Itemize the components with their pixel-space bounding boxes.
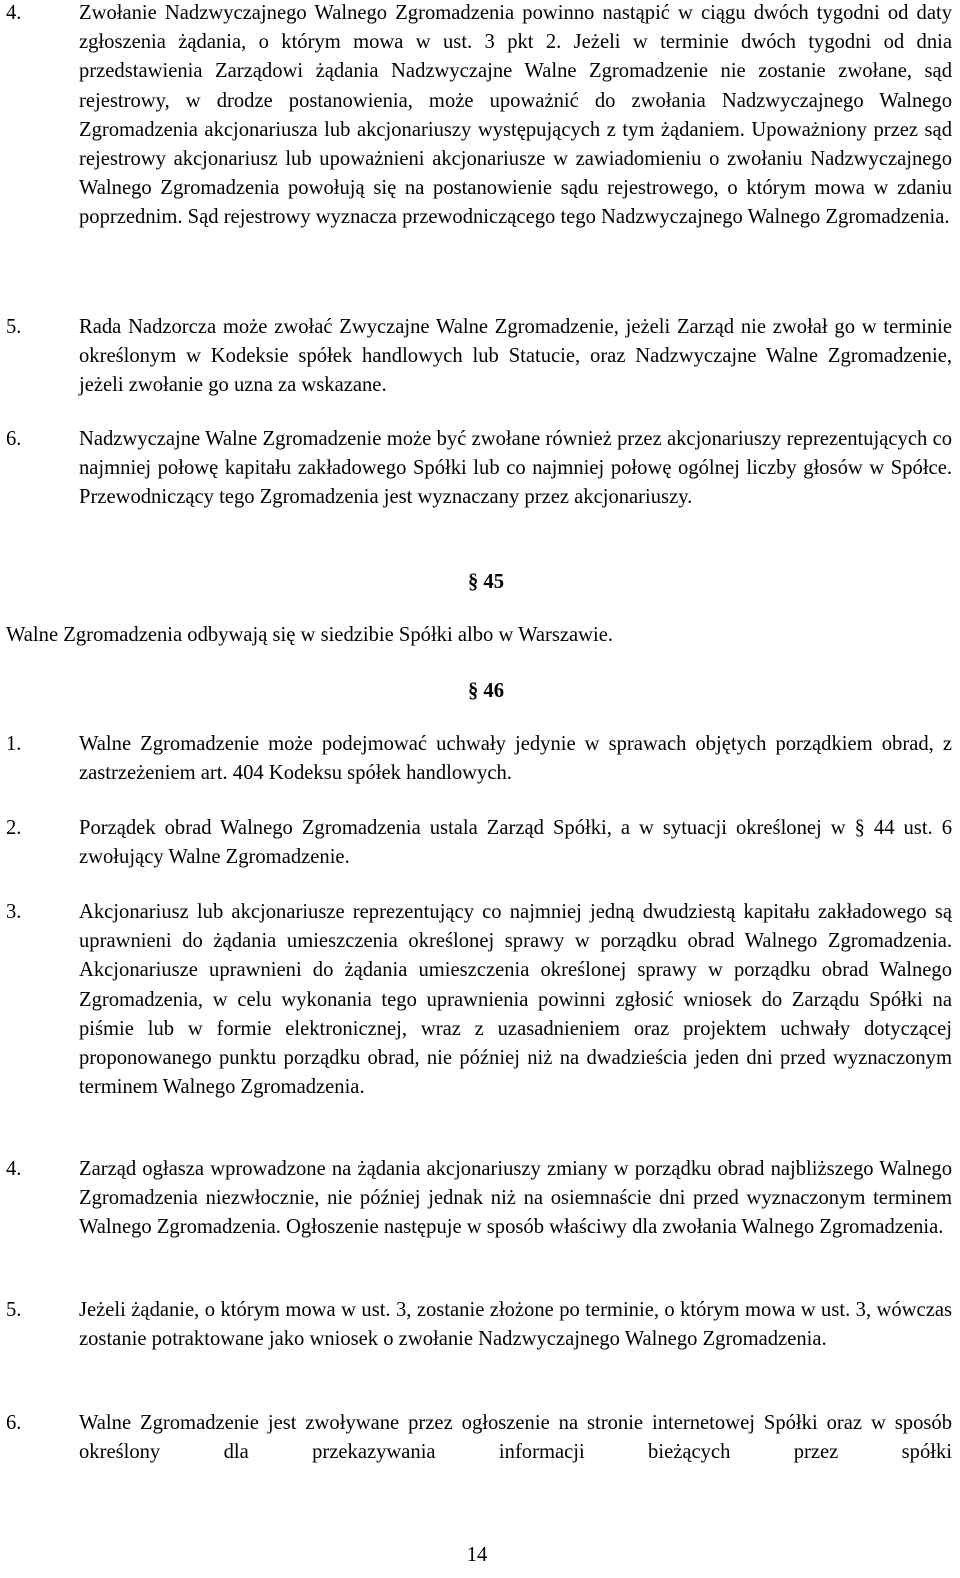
item-text: Walne Zgromadzenie może podejmować uchwały jedynie w sprawach objętych porządkiem obrad, z zastrzeżeniem art. 404 Kodeksu spółek handlowych. (79, 733, 952, 785)
page-number: 14 (466, 1544, 488, 1566)
item-number: 5. (6, 1299, 22, 1321)
paragraph-item-3 (6, 898, 952, 1102)
section-heading-46: § 46 (467, 680, 505, 702)
item-number: 1. (6, 733, 22, 755)
paragraph-item-1 (6, 730, 952, 788)
paragraph-item-5b (6, 1296, 952, 1354)
paragraph-item-2 (6, 814, 952, 872)
item-text: Rada Nadzorcza może zwołać Zwyczajne Walne Zgromadzenie, jeżeli Zarząd nie zwołał go w terminie określonym w Kodeksie spółek handlowych lub Statucie, oraz Nadzwyczajne Walne Zgromadzenie, jeżeli zwołanie go uzna za wskazane. (79, 316, 952, 397)
paragraph-item-4 (6, 0, 952, 233)
item-text: Nadzwyczajne Walne Zgromadzenie może być zwołane również przez akcjonariuszy reprezentujących co najmniej połowę kapitału zakładowego Spółki lub co najmniej połowę ogólnej liczby głosów w Spółce. Przewodniczący tego Zgromadzenia jest wyznaczany przez akcjonariuszy. (79, 428, 952, 509)
item-number: 5. (6, 316, 22, 338)
item-number: 4. (6, 2, 22, 24)
item-text: Zarząd ogłasza wprowadzone na żądania akcjonariuszy zmiany w porządku obrad najbliższego Walnego Zgromadzenia niezwłocznie, nie później jednak niż na osiemnaście dni przed wyznaczonym terminem Walnego Zgromadzenia. Ogłoszenie następuje w sposób właściwy dla zwołania Walnego Zgromadzenia. (79, 1158, 952, 1239)
item-number: 2. (6, 817, 22, 839)
item-text: Walne Zgromadzenie jest zwoływane przez ogłoszenie na stronie internetowej Spółki oraz w sposób określony dla przekazywania informacji bieżących przez spółki (79, 1412, 952, 1464)
item-number: 3. (6, 901, 22, 923)
section-45-text: Walne Zgromadzenia odbywają się w siedzibie Spółki albo w Warszawie. (6, 624, 614, 646)
item-number: 4. (6, 1158, 22, 1180)
section-heading-45: § 45 (467, 571, 505, 593)
item-number: 6. (6, 1412, 22, 1434)
item-number: 6. (6, 428, 22, 450)
item-text: Akcjonariusz lub akcjonariusze reprezentujący co najmniej jedną dwudziestą kapitału zakładowego są uprawnieni do żądania umieszczenia określonej sprawy w porządku obrad Walnego Zgromadzenia. Akcjonariusze uprawnieni do żądania umieszczenia określonej sprawy w porządku obrad Walnego Zgromadzenia, w celu wykonania tego uprawnienia powinni zgłosić wniosek do Zarządu Spółki na piśmie lub w formie elektronicznej, wraz z uzasadnieniem oraz projektem uchwały dotyczącej proponowanego punktu porządku obrad, nie później niż na dwadzieścia jeden dni przed wyznaczonym terminem Walnego Zgromadzenia. (79, 901, 952, 1099)
item-text: Zwołanie Nadzwyczajnego Walnego Zgromadzenia powinno nastąpić w ciągu dwóch tygodni od daty zgłoszenia żądania, o którym mowa w ust. 3 pkt 2. Jeżeli w terminie dwóch tygodni od dnia przedstawienia Zarządowi żądania Nadzwyczajne Walne Zgromadzenie nie zostanie zwołane, sąd rejestrowy, w drodze postanowienia, może upoważnić do zwołania Nadzwyczajnego Walnego Zgromadzenia akcjonariusza lub akcjonariuszy występujących z tym żądaniem. Upoważniony przez sąd rejestrowy akcjonariusz lub upoważnieni akcjonariusze w zawiadomieniu o zwołaniu Nadzwyczajnego Walnego Zgromadzenia powołują się na postanowienie sądu rejestrowego, o którym mowa w zdaniu poprzednim. Sąd rejestrowy wyznacza przewodniczącego tego Nadzwyczajnego Walnego Zgromadzenia. (79, 2, 952, 229)
paragraph-item-4b (6, 1155, 952, 1243)
paragraph-item-6b (6, 1409, 952, 1467)
item-text: Jeżeli żądanie, o którym mowa w ust. 3, zostanie złożone po terminie, o którym mowa w ust. 3, wówczas zostanie potraktowane jako wniosek o zwołanie Nadzwyczajnego Walnego Zgromadzenia. (79, 1299, 952, 1351)
item-text: Porządek obrad Walnego Zgromadzenia ustala Zarząd Spółki, a w sytuacji określonej w § 44 ust. 6 zwołujący Walne Zgromadzenie. (79, 817, 952, 869)
paragraph-item-5 (6, 313, 952, 401)
paragraph-item-6 (6, 425, 952, 513)
